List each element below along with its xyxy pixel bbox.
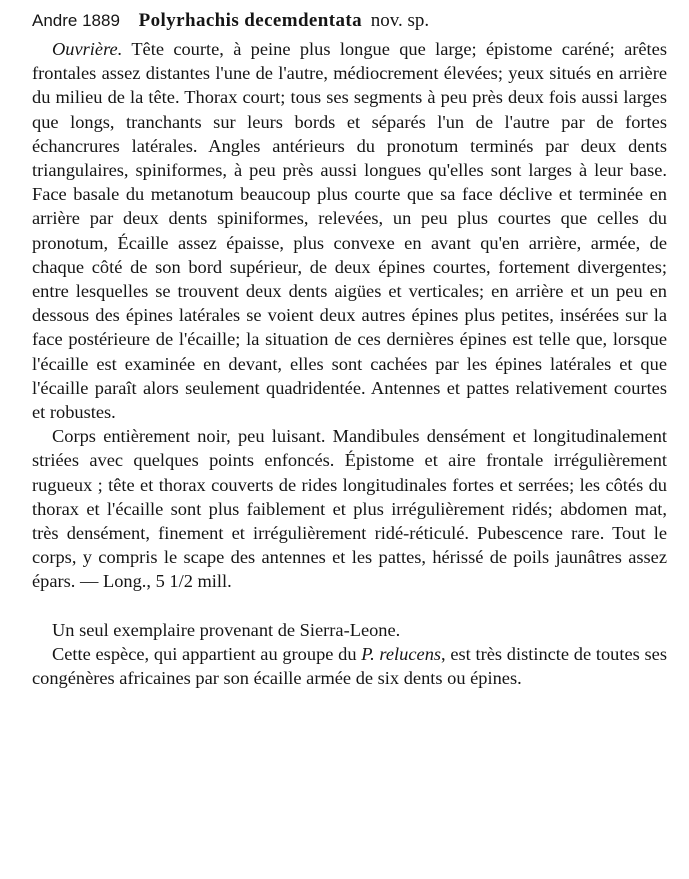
color-sculpture-paragraph — [32, 424, 667, 593]
locality-text: Un seul exemplaire provenant de Sierra-Leone. — [52, 619, 401, 640]
page-header — [32, 10, 667, 36]
remarks-taxon: P. relucens — [361, 643, 442, 664]
paragraph-gap — [32, 594, 667, 618]
morphology-text: Tête courte, à peine plus longue que large; épistome caréné; arêtes frontales assez distantes l'une de l'autre, médiocrement élevées; yeux situés en arrière du milieu de la tête. Thorax court; tous ses segments à peu près deux fois aussi larges que longs, tranchants sur leurs bords et séparés l'un de l'autre par de fortes échancrures latérales. Angles antérieurs du pronotum terminés par deux dents triangulaires, spiniformes, à peu près aussi longues qu'elles sont larges à leur base. Face basale du metanotum beaucoup plus courte que sa face déclive et terminée en arrière par deux dents spiniformes, relevées, un peu plus courtes que celles du pronotum, Écaille assez épaisse, plus convexe en avant qu'en arrière, armée, de chaque côté de son bord supérieur, de deux épines courtes, fortement divergentes; entre lesquelles se trouvent deux dents aigües et verticales; en arrière et un peu en dessous des épines latérales se voient deux autres épines plus petites, insérées sur la face postérieure de l'écaille; la situation de ces dernières épines est telle que, lorsque l'écaille est examinée en devant, elles sont cachées par les épines latérales et que l'écaille paraît alors seulement quadridentée. Antennes et pattes relativement courtes et robustes. — [32, 39, 667, 423]
caste-label: Ouvrière. — [52, 39, 123, 59]
locality-paragraph — [32, 618, 667, 642]
body-text — [32, 37, 667, 690]
remarks-text-after: , est très distincte de toutes ses congénères africaines par son écaille armée de six dents ou épines. — [32, 643, 667, 689]
color-sculpture-text: Corps entièrement noir, peu luisant. Mandibules densément et longitudinalement striées avec quelques points enfoncés. Épistome et aire frontale irrégulièrement rugueux ; tête et thorax couverts de rides longitudinales fortes et serrées; les côtés du thorax et l'écaille sont plus faiblement et plus irrégulièrement ridés; abdomen mat, très densément, finement et irrégulièrement ridé-réticulé. Pubescence rare. Tout le corps, y compris le scape des antennes et les pattes, hérissé de poils jaunâtres assez épars. — Long., 5 1/2 mill. — [32, 426, 667, 592]
nov-sp-label: nov. sp. — [370, 10, 430, 31]
remarks-text-before: Cette espèce, qui appartient au groupe du — [52, 643, 362, 664]
remarks-paragraph — [32, 642, 667, 690]
author-year: Andre 1889 — [32, 11, 120, 30]
species-name: Polyrhachis decemdentata — [138, 10, 362, 31]
description-paragraph — [32, 37, 667, 424]
